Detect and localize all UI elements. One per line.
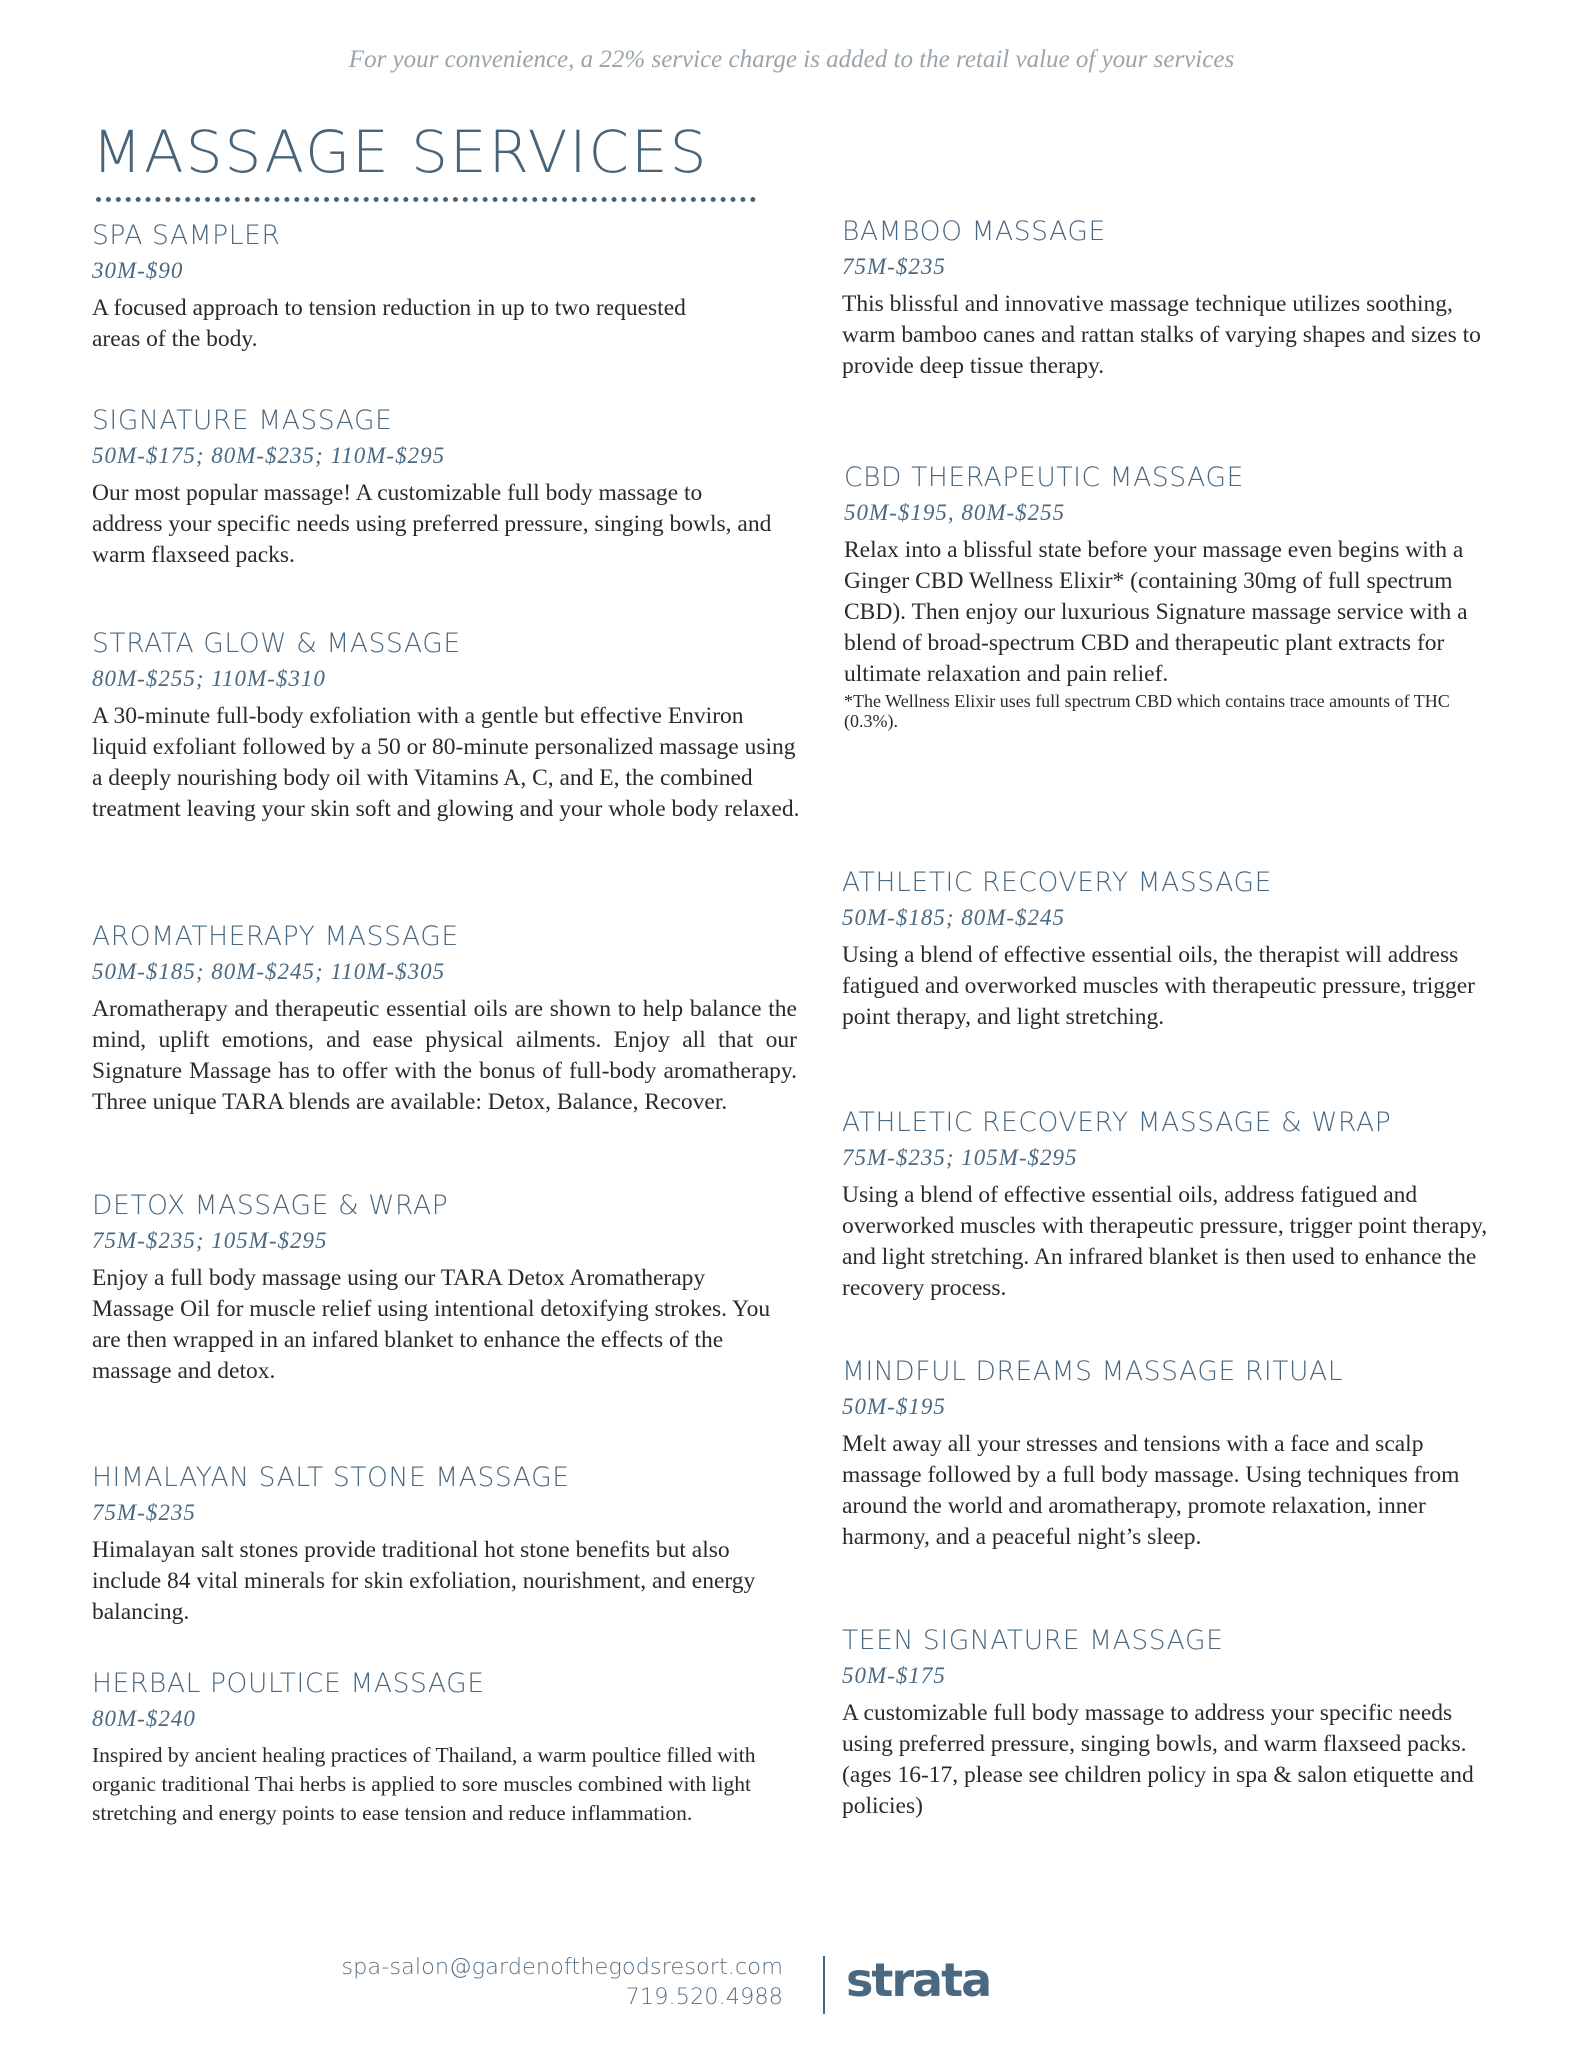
service-name: AROMATHERAPY MASSAGE <box>92 921 459 952</box>
service-name: HERBAL POULTICE MASSAGE <box>92 1668 485 1699</box>
footer-phone: 719.520.4988 <box>625 1984 783 2010</box>
service-price: 50M-$185; 80M-$245 <box>842 905 1066 930</box>
service-price: 50M-$185; 80M-$245; 110M-$305 <box>92 959 446 984</box>
service-description: Enjoy a full body massage using our TARA Detox Aromatherapy Massage Oil for muscle relief using intentional detoxifying strokes. You are then wrapped in an infared blanket to enhance the effects of the massage and detox. <box>92 1265 771 1384</box>
service-athletic-recovery-massage <box>842 866 1492 1033</box>
service-description: A 30-minute full-body exfoliation with a gentle but effective Environ liquid exfoliant followed by a 50 or 80-minute personalized massage using a deeply nourishing body oil with Vitamins A, C, and E, the combined treatment leaving your skin soft and glowing and your whole body relaxed. <box>92 703 800 822</box>
service-name: MINDFUL DREAMS MASSAGE RITUAL <box>842 1356 1344 1387</box>
service-detox-massage-wrap <box>92 1189 782 1387</box>
service-description: Melt away all your stresses and tensions with a face and scalp massage followed by a full body massage. Using techniques from around the world and aromatherapy, promote relaxation, inner harmony, and a peaceful night’s sleep. <box>842 1431 1460 1550</box>
page-title: MASSAGE SERVICES <box>92 118 709 186</box>
footer-divider <box>823 1956 825 2014</box>
service-description: This blissful and innovative massage technique utilizes soothing, warm bamboo canes and rattan stalks of varying shapes and sizes to provide deep tissue therapy. <box>842 291 1481 379</box>
service-description: A customizable full body massage to address your specific needs using preferred pressure, singing bowls, and warm flaxseed packs. (ages 16-17, please see children policy in spa & salon etiquette and policies) <box>842 1700 1474 1819</box>
service-name: STRATA GLOW & MASSAGE <box>92 628 461 659</box>
service-spa-sampler <box>92 219 702 355</box>
service-footnote: *The Wellness Elixir uses full spectrum CBD which contains trace amounts of THC (0.3%). <box>844 691 1450 731</box>
service-price: 75M-$235 <box>92 1500 196 1525</box>
service-name: ATHLETIC RECOVERY MASSAGE & WRAP <box>842 1107 1392 1138</box>
service-description: Using a blend of effective essential oils, the therapist will address fatigued and overworked muscles with therapeutic pressure, trigger point therapy, and light stretching. <box>842 942 1475 1030</box>
service-strata-glow-massage <box>92 627 802 825</box>
service-name: HIMALAYAN SALT STONE MASSAGE <box>92 1462 570 1493</box>
service-description: Himalayan salt stones provide traditional hot stone benefits but also include 84 vital minerals for skin exfoliation, nourishment, and energy balancing. <box>92 1537 756 1625</box>
service-name: TEEN SIGNATURE MASSAGE <box>842 1625 1224 1656</box>
service-price: 75M-$235; 105M-$295 <box>842 1145 1078 1170</box>
service-name: BAMBOO MASSAGE <box>842 216 1106 247</box>
service-himalayan-salt-stone-massage <box>92 1461 782 1628</box>
service-cbd-therapeutic-massage <box>844 461 1479 731</box>
service-athletic-recovery-massage-wrap <box>842 1106 1502 1304</box>
service-name: ATHLETIC RECOVERY MASSAGE <box>842 867 1272 898</box>
service-charge-notice: For your convenience, a 22% service charge is added to the retail value of your services <box>348 46 1235 73</box>
service-description: Inspired by ancient healing practices of Thailand, a warm poultice filled with organic traditional Thai herbs is applied to sore muscles combined with light stretching and energy points to ease tension and reduce inflammation. <box>92 1743 756 1825</box>
service-herbal-poultice-massage <box>92 1667 792 1828</box>
service-description: A focused approach to tension reduction in up to two requested areas of the body. <box>92 295 686 352</box>
service-description: Our most popular massage! A customizable full body massage to address your specific needs using preferred pressure, singing bowls, and warm flaxseed packs. <box>92 480 772 568</box>
service-name: DETOX MASSAGE & WRAP <box>92 1190 449 1221</box>
service-bamboo-massage <box>842 215 1482 382</box>
service-price: 80M-$255; 110M-$310 <box>92 666 326 691</box>
service-name: CBD THERAPEUTIC MASSAGE <box>844 462 1244 493</box>
service-price: 50M-$175; 80M-$235; 110M-$295 <box>92 443 446 468</box>
service-aromatherapy-massage <box>92 920 797 1118</box>
service-price: 30M-$90 <box>92 258 184 283</box>
service-description: Relax into a blissful state before your massage even begins with a Ginger CBD Wellness Elixir* (containing 30mg of full spectrum CBD). Then enjoy our luxurious Signature massage service with a blend of broad-spectrum CBD and therapeutic plant extracts for ultimate relaxation and pain relief. <box>844 537 1468 687</box>
service-price: 75M-$235; 105M-$295 <box>92 1228 328 1253</box>
service-price: 50M-$175 <box>842 1663 946 1688</box>
footer-email-link[interactable]: spa-salon@gardenofthegodsresort.com <box>341 1954 783 1980</box>
footer-contact <box>341 1952 783 2012</box>
title-dotted-rule <box>96 197 756 202</box>
service-price: 50M-$195, 80M-$255 <box>844 500 1066 525</box>
service-name: SPA SAMPLER <box>92 220 281 251</box>
service-mindful-dreams-massage-ritual <box>842 1355 1502 1553</box>
service-price: 80M-$240 <box>92 1706 196 1731</box>
service-price: 50M-$195 <box>842 1394 946 1419</box>
service-name: SIGNATURE MASSAGE <box>92 405 393 436</box>
service-signature-massage <box>92 404 772 571</box>
service-description: Aromatherapy and therapeutic essential oils are shown to help balance the mind, uplift emotions, and ease physical ailments. Enjoy all that our Signature Massage has to offer with the bonus of full-body aromatherapy. Three unique TARA blends are available: Detox, Balance, Recover. <box>92 996 797 1115</box>
service-description: Using a blend of effective essential oils, address fatigued and overworked muscles with therapeutic pressure, trigger point therapy, and light stretching. An infrared blanket is then used to enhance the recovery process. <box>842 1182 1488 1301</box>
service-teen-signature-massage <box>842 1624 1502 1822</box>
strata-logo: strata <box>846 1953 991 2007</box>
service-price: 75M-$235 <box>842 254 946 279</box>
